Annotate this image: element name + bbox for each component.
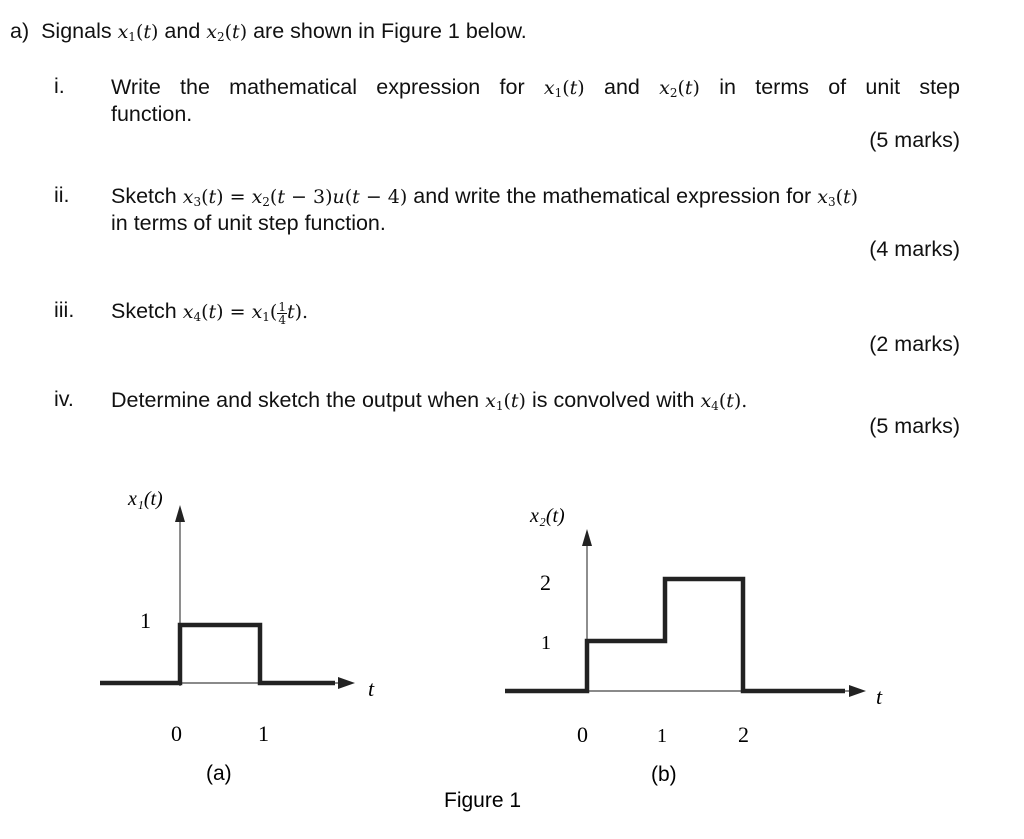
figure-b-y-arrow [582, 529, 592, 546]
part-ii-marks: (4 marks) [869, 237, 960, 261]
figure-a [100, 488, 375, 785]
math-x3-eq: $x_3(t) = x_2(t - 3)u(t - 4)$ [182, 186, 408, 209]
math-x2: $x_2(t)$ [659, 77, 700, 100]
figure-b-ytick-2: 2 [540, 570, 551, 595]
part-i-number: i. [54, 74, 65, 98]
part-i-marks: (5 marks) [869, 128, 960, 152]
math-x2: $x_2(t)$ [206, 21, 248, 44]
figure-b [505, 505, 883, 786]
math-x4: $x_4(t)$. [700, 390, 748, 413]
math-x3: $x_3(t)$ [817, 186, 859, 209]
figure-a-label: (a) [206, 762, 232, 785]
figure-a-ytick: 1 [140, 608, 151, 633]
figure-b-xtick-2: 2 [738, 722, 749, 747]
part-iii-number: iii. [54, 298, 75, 322]
part-i-line2: function. [111, 102, 193, 126]
figure-caption: Figure 1 [444, 789, 522, 812]
figure-b-ytick-1: 1 [541, 632, 551, 654]
figure-a-signal [100, 625, 335, 683]
math-x1: $x_1(t)$ [543, 77, 585, 100]
question-label: a) [10, 19, 30, 43]
figure-b-signal [505, 579, 845, 691]
part-iv-marks: (5 marks) [869, 414, 960, 438]
part-ii-line2: in terms of unit step function. [111, 211, 386, 235]
part-ii-number: ii. [54, 183, 70, 207]
part-i-text-b: and [603, 75, 640, 99]
figure-a-y-arrow [175, 505, 185, 522]
part-iii-text-a: Sketch [111, 299, 177, 323]
figure-a-xtick-0: 0 [171, 721, 182, 746]
figure-a-xlabel: t [368, 676, 375, 701]
figure-a-x-arrow [338, 677, 355, 689]
part-ii-text-a: Sketch [111, 184, 177, 208]
figure-b-xlabel: t [876, 684, 883, 709]
math-x1: $x_1(t)$ [485, 390, 526, 413]
part-i-text-a: Write the mathematical expression for [111, 75, 525, 99]
figure-b-ylabel: x₂(t) [530, 505, 565, 527]
question-lead: Signals [41, 19, 112, 43]
question-tail: are shown in Figure 1 below. [253, 19, 527, 43]
question-and: and [164, 19, 201, 43]
part-ii-text-b: and write the mathematical expression for [413, 184, 812, 208]
figure-b-x-arrow [849, 685, 866, 697]
math-x4-eq: $x_4(t) = x_1$( $\frac{1}{4}$ t). [182, 300, 309, 327]
figure-a-xtick-1: 1 [258, 721, 269, 746]
part-iv-text-a: Determine and sketch the output when [111, 388, 480, 412]
math-x1: $x_1(t)$ [117, 21, 159, 44]
part-i-text-c: in terms of unit step [719, 75, 960, 99]
part-iv-text-b: is convolved with [531, 388, 695, 412]
part-iii-marks: (2 marks) [869, 332, 960, 356]
part-iv-number: iv. [54, 387, 74, 411]
figure-a-ylabel: x₁(t) [128, 488, 163, 510]
figure-b-label: (b) [651, 763, 677, 786]
figure-b-xtick-1: 1 [657, 725, 667, 747]
figure-b-xtick-0: 0 [577, 722, 588, 747]
